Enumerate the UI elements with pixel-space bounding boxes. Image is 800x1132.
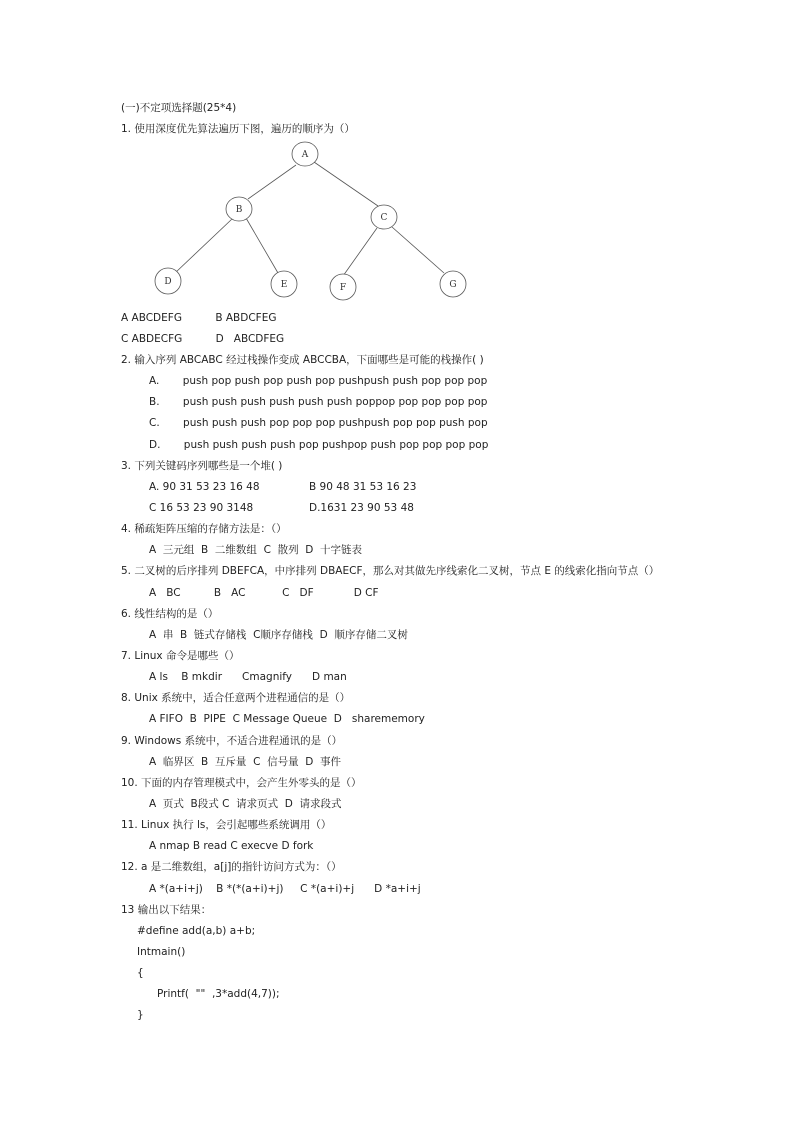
question-12-options: A *(a+i+j) B *(*(a+i)+j) C *(a+i)+j D *a+i+j bbox=[149, 883, 421, 895]
question-9-stem: 9. Windows 系统中，不适合进程通讯的是（） bbox=[121, 735, 343, 747]
code-line-printf: Printf( "" ,3*add(4,7)); bbox=[157, 988, 280, 1000]
question-10-stem: 10. 下面的内存管理模式中，会产生外零头的是（） bbox=[121, 777, 362, 789]
question-3-stem: 3. 下列关键码序列哪些是一个堆( ) bbox=[121, 460, 283, 472]
edge-c-f bbox=[343, 228, 377, 276]
question-13-stem: 13 输出以下结果： bbox=[121, 904, 212, 916]
tree-node-e-label: E bbox=[280, 280, 288, 290]
question-8-options: A FIFO B PIPE C Message Queue D sharememory bbox=[149, 713, 425, 725]
question-4-options: A 三元组 B 二维数组 C 散列 D 十字链表 bbox=[149, 544, 363, 556]
question-8-stem: 8. Unix 系统中，适合任意两个进程通信的是（） bbox=[121, 692, 351, 704]
code-line-main: Intmain() bbox=[137, 946, 186, 958]
question-2-option-a: A. push pop push pop push pop pushpush push pop pop pop bbox=[149, 375, 488, 387]
code-line-define: #define add(a,b) a+b; bbox=[137, 925, 256, 937]
question-2-stem: 2. 输入序列 ABCABC 经过栈操作变成 ABCCBA，下面哪些是可能的栈操作( ) bbox=[121, 354, 484, 366]
question-3-option-a: A. 90 31 53 23 16 48 bbox=[149, 481, 260, 493]
question-1-options-row-1: A ABCDEFG B ABDCFEG bbox=[121, 312, 277, 324]
tree-node-g-label: G bbox=[449, 280, 457, 290]
question-2-option-b: B. push push push push push push poppop pop pop pop pop bbox=[149, 396, 488, 408]
tree-node-d-label: D bbox=[164, 277, 172, 287]
question-3-option-b: B 90 48 31 53 16 23 bbox=[309, 481, 417, 493]
tree-node-c-label: C bbox=[380, 213, 388, 223]
tree-node-f-label: F bbox=[339, 283, 347, 293]
question-11-stem: 11. Linux 执行 ls，会引起哪些系统调用（） bbox=[121, 819, 332, 831]
question-9-options: A 临界区 B 互斥量 C 信号量 D 事件 bbox=[149, 756, 342, 768]
code-line-close-brace: } bbox=[137, 1009, 144, 1021]
question-7-stem: 7. Linux 命令是哪些（） bbox=[121, 650, 240, 662]
code-line-open-brace: { bbox=[137, 967, 144, 979]
section-title: (一)不定项选择题(25*4) bbox=[121, 102, 237, 114]
question-10-options: A 页式 B段式 C 请求页式 D 请求段式 bbox=[149, 798, 342, 810]
question-11-options: A nmap B read C execve D fork bbox=[149, 840, 314, 852]
question-3-option-d: D.1631 23 90 53 48 bbox=[309, 502, 414, 514]
question-12-stem: 12. a 是二维数组，a[j]的指针访问方式为：（） bbox=[121, 861, 342, 873]
question-1-stem: 1. 使用深度优先算法遍历下图，遍历的顺序为（） bbox=[121, 123, 355, 135]
tree-svg bbox=[120, 139, 472, 304]
question-5-stem: 5. 二叉树的后序排列 DBEFCA，中序排列 DBAECF，那么对其做先序线索化二叉树，节点 E 的线索化指向节点（） bbox=[121, 565, 660, 577]
question-6-stem: 6. 线性结构的是（） bbox=[121, 608, 219, 620]
question-1-options-row-2: C ABDECFG D ABCDFEG bbox=[121, 333, 285, 345]
edge-a-b bbox=[248, 165, 296, 199]
edge-b-d bbox=[175, 219, 232, 273]
question-6-options: A 串 B 链式存储栈 C顺序存储栈 D 顺序存储二叉树 bbox=[149, 629, 408, 641]
question-5-options: A BC B AC C DF D CF bbox=[149, 587, 379, 599]
question-2-option-d: D. push push push push pop pushpop push pop pop pop pop bbox=[149, 439, 489, 451]
question-3-option-c: C 16 53 23 90 3148 bbox=[149, 502, 254, 514]
question-2-option-c: C. push push push pop pop pop pushpush pop pop push pop bbox=[149, 417, 488, 429]
binary-tree-diagram bbox=[120, 139, 472, 304]
question-7-options: A ls B mkdir Cmagnify D man bbox=[149, 671, 347, 683]
question-4-stem: 4. 稀疏矩阵压缩的存储方法是：（） bbox=[121, 523, 287, 535]
tree-node-b-label: B bbox=[235, 205, 243, 215]
edge-b-e bbox=[246, 218, 278, 273]
edge-a-c bbox=[314, 162, 378, 206]
edge-c-g bbox=[392, 227, 444, 273]
tree-node-a-label: A bbox=[301, 150, 309, 160]
